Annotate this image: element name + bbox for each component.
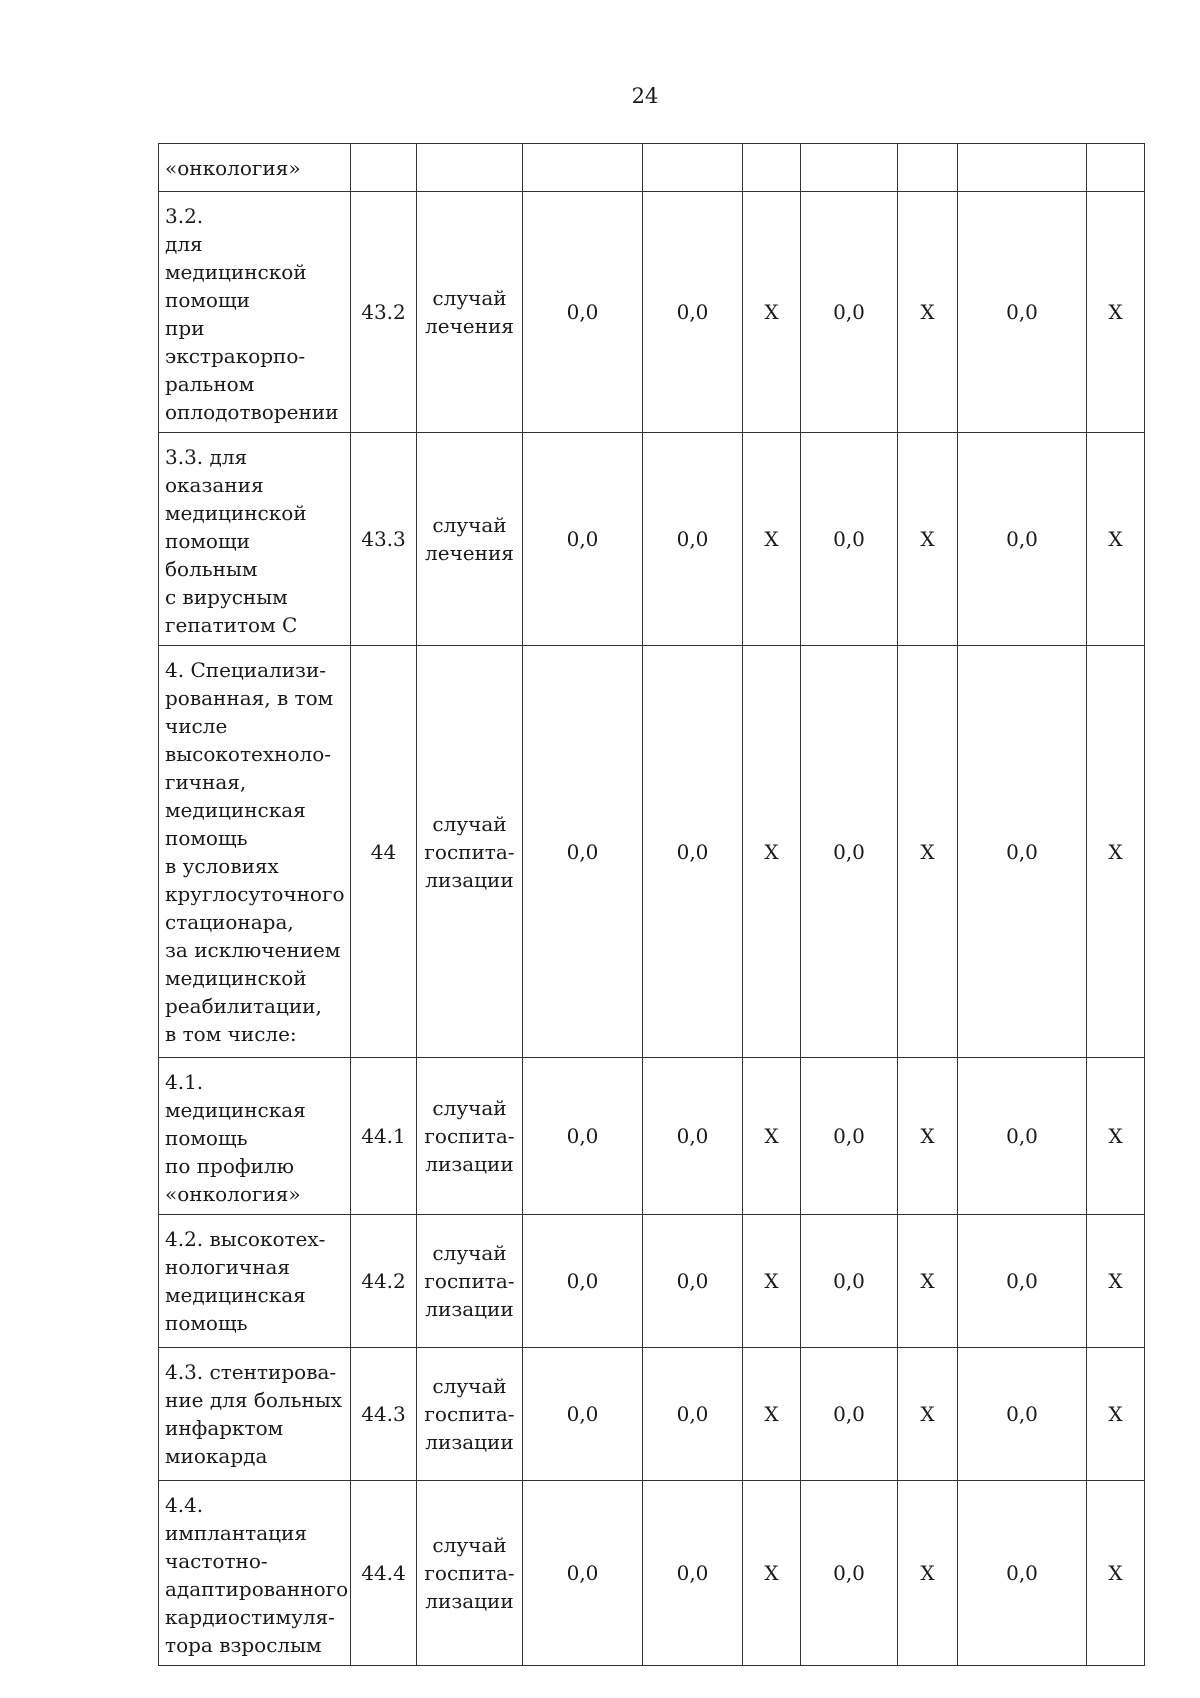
value-cell-2: 0,0 <box>643 646 743 1058</box>
value-cell-4: 0,0 <box>801 433 898 646</box>
value-cell-6: 0,0 <box>958 1481 1087 1666</box>
value-cell-6 <box>958 144 1087 192</box>
value-cell-6: 0,0 <box>958 646 1087 1058</box>
value-cell-3: Х <box>743 1058 801 1215</box>
value-cell-4: 0,0 <box>801 1215 898 1348</box>
value-cell-1: 0,0 <box>523 1058 643 1215</box>
value-cell-3: Х <box>743 646 801 1058</box>
row-unit-cell: случай госпита- лизации <box>417 646 523 1058</box>
value-cell-3: Х <box>743 1481 801 1666</box>
value-cell-6: 0,0 <box>958 1348 1087 1481</box>
value-cell-5: Х <box>898 192 958 433</box>
row-unit-cell: случай госпита- лизации <box>417 1058 523 1215</box>
page-number: 24 <box>631 84 659 108</box>
table-body <box>159 144 1145 1666</box>
row-code-cell: 44.2 <box>351 1215 417 1348</box>
value-cell-3: Х <box>743 433 801 646</box>
table-row <box>159 1058 1145 1215</box>
row-unit-cell: случай лечения <box>417 433 523 646</box>
value-cell-2: 0,0 <box>643 1058 743 1215</box>
value-cell-4: 0,0 <box>801 1481 898 1666</box>
row-name-cell: 4.4. имплантация частотно- адаптированного кардиостимуля- тора взрослым <box>159 1481 351 1666</box>
row-unit-cell: случай госпита- лизации <box>417 1481 523 1666</box>
row-code-cell: 43.3 <box>351 433 417 646</box>
row-name-cell: 4. Специализи- рованная, в том числе высокотехноло- гичная, медицинская помощь в условиях круглосуточного стационара, за исключением медицинской реабилитации, в том числе: <box>159 646 351 1058</box>
value-cell-1: 0,0 <box>523 192 643 433</box>
table-row <box>159 144 1145 192</box>
row-name-cell: 4.2. высокотех- нологичная медицинская помощь <box>159 1215 351 1348</box>
row-code-cell: 44 <box>351 646 417 1058</box>
value-cell-7: Х <box>1087 433 1145 646</box>
value-cell-6: 0,0 <box>958 433 1087 646</box>
value-cell-4: 0,0 <box>801 1058 898 1215</box>
value-cell-6: 0,0 <box>958 1058 1087 1215</box>
value-cell-5: Х <box>898 433 958 646</box>
row-unit-cell: случай госпита- лизации <box>417 1215 523 1348</box>
table-row <box>159 1215 1145 1348</box>
value-cell-7: Х <box>1087 1058 1145 1215</box>
row-code-cell: 44.4 <box>351 1481 417 1666</box>
row-name-cell: 4.1. медицинская помощь по профилю «онкология» <box>159 1058 351 1215</box>
value-cell-3: Х <box>743 1215 801 1348</box>
value-cell-2: 0,0 <box>643 433 743 646</box>
row-name-cell: 3.3. для оказания медицинской помощи больным с вирусным гепатитом С <box>159 433 351 646</box>
value-cell-6: 0,0 <box>958 1215 1087 1348</box>
value-cell-5: Х <box>898 646 958 1058</box>
value-cell-5: Х <box>898 1481 958 1666</box>
table-row <box>159 1481 1145 1666</box>
value-cell-5: Х <box>898 1215 958 1348</box>
table-row <box>159 433 1145 646</box>
data-table <box>158 143 1145 1666</box>
value-cell-2: 0,0 <box>643 1481 743 1666</box>
value-cell-1: 0,0 <box>523 1215 643 1348</box>
value-cell-1: 0,0 <box>523 646 643 1058</box>
value-cell-3 <box>743 144 801 192</box>
value-cell-6: 0,0 <box>958 192 1087 433</box>
value-cell-7 <box>1087 144 1145 192</box>
value-cell-7: Х <box>1087 1481 1145 1666</box>
value-cell-7: Х <box>1087 646 1145 1058</box>
value-cell-4: 0,0 <box>801 646 898 1058</box>
value-cell-4: 0,0 <box>801 192 898 433</box>
value-cell-7: Х <box>1087 192 1145 433</box>
value-cell-3: Х <box>743 192 801 433</box>
value-cell-5: Х <box>898 1058 958 1215</box>
table-row <box>159 1348 1145 1481</box>
value-cell-3: Х <box>743 1348 801 1481</box>
table-row <box>159 646 1145 1058</box>
value-cell-4: 0,0 <box>801 1348 898 1481</box>
row-unit-cell: случай госпита- лизации <box>417 1348 523 1481</box>
value-cell-1: 0,0 <box>523 1481 643 1666</box>
value-cell-2: 0,0 <box>643 192 743 433</box>
table-row <box>159 192 1145 433</box>
value-cell-2: 0,0 <box>643 1215 743 1348</box>
row-code-cell: 43.2 <box>351 192 417 433</box>
value-cell-4 <box>801 144 898 192</box>
value-cell-7: Х <box>1087 1348 1145 1481</box>
value-cell-1: 0,0 <box>523 1348 643 1481</box>
row-code-cell: 44.3 <box>351 1348 417 1481</box>
row-code-cell <box>351 144 417 192</box>
row-name-cell: «онкология» <box>159 144 351 192</box>
row-unit-cell: случай лечения <box>417 192 523 433</box>
value-cell-1: 0,0 <box>523 433 643 646</box>
value-cell-5 <box>898 144 958 192</box>
value-cell-7: Х <box>1087 1215 1145 1348</box>
value-cell-2: 0,0 <box>643 1348 743 1481</box>
row-name-cell: 3.2. для медицинской помощи при экстракорпо- ральном оплодотворении <box>159 192 351 433</box>
value-cell-2 <box>643 144 743 192</box>
row-code-cell: 44.1 <box>351 1058 417 1215</box>
value-cell-1 <box>523 144 643 192</box>
row-unit-cell <box>417 144 523 192</box>
row-name-cell: 4.3. стентирова- ние для больных инфарктом миокарда <box>159 1348 351 1481</box>
value-cell-5: Х <box>898 1348 958 1481</box>
